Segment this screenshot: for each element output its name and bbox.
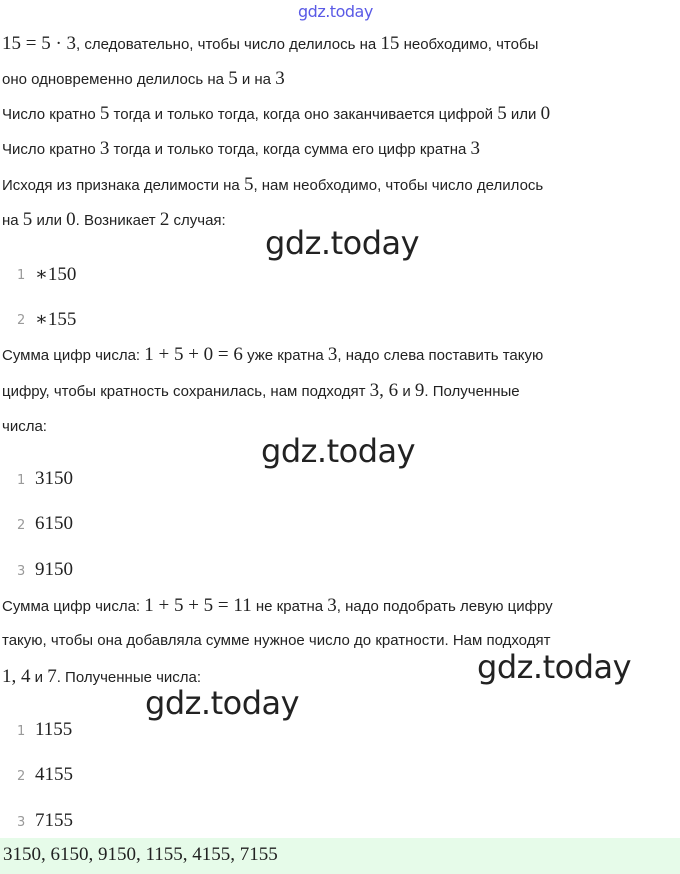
- list-item: 1155: [35, 719, 73, 740]
- text: Сумма цифр числа:: [2, 347, 145, 364]
- text-line: [2, 68, 285, 91]
- text: необходимо, чтобы: [399, 36, 539, 53]
- text: , нам необходимо, чтобы число делилось: [253, 177, 544, 194]
- math: 1 + 5 + 5 = 11: [144, 595, 252, 616]
- list-item: ∗155: [35, 309, 77, 330]
- math: 0: [66, 209, 76, 230]
- text: и: [398, 383, 415, 400]
- text: Число кратно: [2, 141, 100, 158]
- list-item: 3150: [35, 468, 73, 489]
- list-number: 2: [17, 769, 26, 784]
- math: 3: [470, 138, 480, 159]
- math: 7: [47, 666, 57, 687]
- list-number: 2: [17, 313, 26, 328]
- math: 1 + 5 + 0 = 6: [144, 344, 243, 365]
- text-line: [2, 630, 550, 652]
- text: числа:: [2, 418, 47, 435]
- watermark-top: gdz.today: [298, 2, 373, 21]
- text-line: [2, 103, 550, 126]
- text-line: [2, 666, 201, 689]
- text: , следовательно, чтобы число делилось на: [76, 36, 381, 53]
- text-line: [2, 174, 543, 197]
- text-line: [2, 416, 47, 438]
- text: случая:: [169, 212, 226, 229]
- text: Сумма цифр числа:: [2, 598, 145, 615]
- list-item: 6150: [35, 513, 73, 534]
- math: 15 = 5 · 3: [2, 33, 77, 54]
- answer-box: [0, 838, 680, 874]
- list-item: 7155: [35, 810, 73, 831]
- text: . Полученные числа:: [56, 669, 202, 686]
- text-line: [2, 344, 543, 367]
- watermark: gdz.today: [477, 648, 632, 686]
- watermark: gdz.today: [261, 432, 416, 470]
- text: цифру, чтобы кратность сохранилась, нам подходят: [2, 383, 370, 400]
- list-number: 1: [17, 724, 26, 739]
- text-line: [2, 138, 480, 161]
- list-number: 2: [17, 518, 26, 533]
- list-item: ∗150: [35, 264, 77, 285]
- list-number: 3: [17, 564, 26, 579]
- text: , надо слева поставить такую: [337, 347, 544, 364]
- list-number: 3: [17, 815, 26, 830]
- math: 3: [327, 595, 337, 616]
- text: не кратна: [251, 598, 328, 615]
- text: или: [506, 106, 541, 123]
- text: на: [2, 212, 23, 229]
- text: или: [32, 212, 67, 229]
- text: Исходя из признака делимости на: [2, 177, 244, 194]
- list-item: 4155: [35, 764, 73, 785]
- text: оно одновременно делилось на: [2, 71, 229, 88]
- answer-text: 3150, 6150, 9150, 1155, 4155, 7155: [3, 844, 278, 865]
- list-number: 1: [17, 268, 26, 283]
- math: 0: [540, 103, 551, 124]
- math: 1, 4: [2, 666, 31, 687]
- text-line: [2, 33, 538, 56]
- math: 5: [228, 68, 238, 89]
- list-number: 1: [17, 473, 26, 488]
- math: 5: [22, 209, 33, 230]
- text: и на: [237, 71, 276, 88]
- text: . Возникает: [75, 212, 160, 229]
- text: и: [30, 669, 48, 686]
- math: 3, 6: [369, 380, 399, 401]
- text: . Полученные: [424, 383, 520, 400]
- text: такую, чтобы она добавляла сумме нужное число до кратности. Нам подходят: [2, 632, 551, 649]
- list-item: 9150: [35, 559, 73, 580]
- math: 3: [99, 138, 110, 159]
- math: 15: [380, 33, 400, 54]
- text-line: [2, 380, 520, 403]
- text-line: [2, 595, 553, 618]
- math: 3: [275, 68, 285, 89]
- math: 9: [414, 380, 425, 401]
- text-line: [2, 209, 226, 232]
- math: 2: [159, 209, 170, 230]
- text: тогда и только тогда, когда оно заканчивается цифрой: [109, 106, 498, 123]
- math: 3: [327, 344, 338, 365]
- math: 5: [497, 103, 507, 124]
- text: , надо подобрать левую цифру: [336, 598, 553, 615]
- text: Число кратно: [2, 106, 100, 123]
- text: тогда и только тогда, когда сумма его цифр кратна: [109, 141, 471, 158]
- math: 5: [99, 103, 110, 124]
- math: 5: [243, 174, 254, 195]
- watermark: gdz.today: [145, 684, 300, 722]
- watermark: gdz.today: [265, 224, 420, 262]
- text: уже кратна: [242, 347, 328, 364]
